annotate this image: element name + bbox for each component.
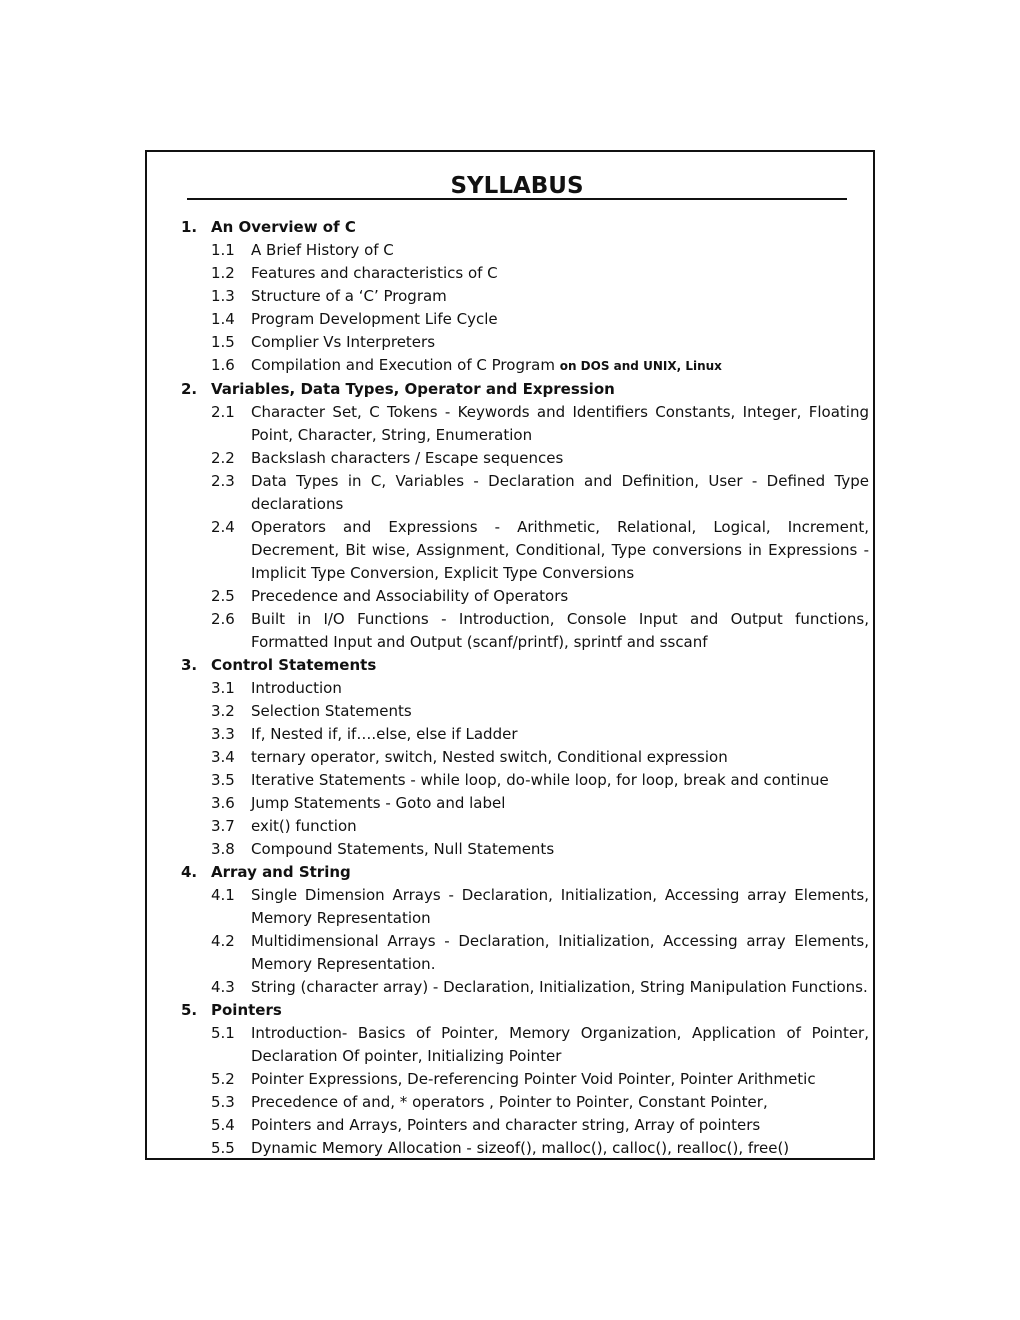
item-number: 5.1 — [211, 1024, 235, 1042]
item-number: 1.5 — [211, 333, 235, 351]
item-number: 2.5 — [211, 587, 235, 605]
item-text — [251, 677, 869, 700]
list-item — [147, 1137, 873, 1160]
item-number: 2.3 — [211, 472, 235, 490]
item-text-main: Operators and Expressions - Arithmetic, Relational, Logical, Increment, Decrement, Bit wise, Assignment, Conditional, Type conversions in Expressions - Implicit Type Conversion, Explicit Type Conversions — [251, 518, 869, 582]
item-number: 4.1 — [211, 886, 235, 904]
item-text-main: Precedence and Associability of Operators — [251, 587, 569, 605]
section-title: Array and String — [211, 863, 351, 881]
item-text — [251, 1091, 869, 1114]
item-text-main: Character Set, C Tokens - Keywords and Identifiers Constants, Integer, Floating Point, Character, String, Enumeration — [251, 403, 869, 444]
item-text-main: Features and characteristics of C — [251, 264, 498, 282]
item-text — [251, 401, 869, 447]
list-item — [147, 1091, 873, 1114]
list-item — [147, 262, 873, 285]
list-item — [147, 608, 873, 654]
list-item — [147, 516, 873, 585]
item-text — [251, 239, 869, 262]
item-number: 1.1 — [211, 241, 235, 259]
list-item — [147, 1022, 873, 1068]
item-number: 3.8 — [211, 840, 235, 858]
item-text-main: Introduction — [251, 679, 342, 697]
item-text — [251, 1068, 869, 1091]
item-number: 3.4 — [211, 748, 235, 766]
section-number: 4. — [181, 863, 198, 881]
item-text-main: Multidimensional Arrays - Declaration, Initialization, Accessing array Elements, Memory Representation. — [251, 932, 869, 973]
item-number: 5.5 — [211, 1139, 235, 1157]
list-item — [147, 354, 873, 378]
item-text — [251, 608, 869, 654]
item-text-main: Dynamic Memory Allocation - sizeof(), malloc(), calloc(), realloc(), free() — [251, 1139, 790, 1157]
list-item — [147, 700, 873, 723]
item-number: 3.6 — [211, 794, 235, 812]
list-item — [147, 308, 873, 331]
item-text-main: Compound Statements, Null Statements — [251, 840, 555, 858]
item-text-main: Selection Statements — [251, 702, 412, 720]
item-text-main: Complier Vs Interpreters — [251, 333, 436, 351]
title-underline — [187, 172, 847, 200]
section-title: Control Statements — [211, 656, 377, 674]
item-text-main: Structure of a ‘C’ Program — [251, 287, 447, 305]
list-item — [147, 884, 873, 930]
item-text-main: Pointer Expressions, De-referencing Pointer Void Pointer, Pointer Arithmetic — [251, 1070, 816, 1088]
list-item — [147, 792, 873, 815]
item-text — [251, 354, 869, 378]
item-number: 4.3 — [211, 978, 235, 996]
section-number: 5. — [181, 1001, 198, 1019]
item-text — [251, 1137, 869, 1160]
item-text — [251, 470, 869, 516]
list-item — [147, 331, 873, 354]
item-number: 2.4 — [211, 518, 235, 536]
item-number: 5.3 — [211, 1093, 235, 1111]
section-heading — [147, 216, 873, 238]
page-title: SYLLABUS — [450, 173, 584, 199]
section-number: 3. — [181, 656, 198, 674]
item-text — [251, 1022, 869, 1068]
item-number: 3.2 — [211, 702, 235, 720]
item-text-main: If, Nested if, if….else, else if Ladder — [251, 725, 518, 743]
section-title: Pointers — [211, 1001, 282, 1019]
item-text-main: Introduction- Basics of Pointer, Memory Organization, Application of Pointer, Declaration Of pointer, Initializing Pointer — [251, 1024, 869, 1065]
list-item — [147, 470, 873, 516]
section-heading — [147, 861, 873, 883]
item-number: 3.1 — [211, 679, 235, 697]
syllabus-content — [147, 216, 873, 1160]
item-text-suffix: on DOS and UNIX, Linux — [559, 359, 722, 373]
item-text — [251, 262, 869, 285]
item-number: 4.2 — [211, 932, 235, 950]
section-title: Variables, Data Types, Operator and Expression — [211, 380, 615, 398]
item-text — [251, 1114, 869, 1137]
item-text — [251, 285, 869, 308]
list-item — [147, 746, 873, 769]
item-text — [251, 746, 869, 769]
item-text-main: A Brief History of C — [251, 241, 394, 259]
list-item — [147, 1114, 873, 1137]
item-text-main: Iterative Statements - while loop, do-while loop, for loop, break and continue — [251, 771, 829, 789]
item-number: 1.4 — [211, 310, 235, 328]
list-item — [147, 976, 873, 999]
section-number: 2. — [181, 380, 198, 398]
list-item — [147, 769, 873, 792]
list-item — [147, 723, 873, 746]
item-text — [251, 792, 869, 815]
list-item — [147, 447, 873, 470]
list-item — [147, 285, 873, 308]
item-text — [251, 331, 869, 354]
syllabus-frame — [145, 150, 875, 1160]
item-number: 5.4 — [211, 1116, 235, 1134]
list-item — [147, 930, 873, 976]
item-text — [251, 585, 869, 608]
item-text — [251, 884, 869, 930]
item-number: 3.3 — [211, 725, 235, 743]
item-text-main: Program Development Life Cycle — [251, 310, 498, 328]
item-number: 2.1 — [211, 403, 235, 421]
list-item — [147, 815, 873, 838]
item-text-main: String (character array) - Declaration, Initialization, String Manipulation Functions. — [251, 978, 868, 996]
list-item — [147, 585, 873, 608]
item-text — [251, 838, 869, 861]
item-text — [251, 815, 869, 838]
list-item — [147, 677, 873, 700]
list-item — [147, 239, 873, 262]
item-text-main: Data Types in C, Variables - Declaration and Definition, User - Defined Type declarations — [251, 472, 869, 513]
section-heading — [147, 378, 873, 400]
item-number: 1.3 — [211, 287, 235, 305]
item-number: 5.2 — [211, 1070, 235, 1088]
item-number: 2.2 — [211, 449, 235, 467]
list-item — [147, 401, 873, 447]
section-heading — [147, 999, 873, 1021]
item-text — [251, 723, 869, 746]
list-item — [147, 838, 873, 861]
item-text-main: Jump Statements - Goto and label — [251, 794, 506, 812]
item-text-main: Backslash characters / Escape sequences — [251, 449, 564, 467]
item-text-main: Compilation and Execution of C Program — [251, 356, 555, 374]
item-number: 1.6 — [211, 356, 235, 374]
item-text-main: Built in I/O Functions - Introduction, Console Input and Output functions, Formatted Input and Output (scanf/printf), sprintf and sscanf — [251, 610, 869, 651]
item-number: 3.7 — [211, 817, 235, 835]
section-heading — [147, 654, 873, 676]
item-number: 3.5 — [211, 771, 235, 789]
section-title: An Overview of C — [211, 218, 356, 236]
item-text — [251, 930, 869, 976]
item-text-main: exit() function — [251, 817, 357, 835]
section-number: 1. — [181, 218, 198, 236]
item-text — [251, 700, 869, 723]
item-text — [251, 976, 869, 999]
list-item — [147, 1068, 873, 1091]
item-text — [251, 308, 869, 331]
item-text — [251, 769, 869, 792]
item-text-main: Precedence of and, * operators , Pointer to Pointer, Constant Pointer, — [251, 1093, 768, 1111]
item-text — [251, 516, 869, 585]
item-number: 1.2 — [211, 264, 235, 282]
item-text-main: ternary operator, switch, Nested switch, Conditional expression — [251, 748, 728, 766]
item-text-main: Pointers and Arrays, Pointers and character string, Array of pointers — [251, 1116, 761, 1134]
item-number: 2.6 — [211, 610, 235, 628]
item-text-main: Single Dimension Arrays - Declaration, Initialization, Accessing array Elements, Memory Representation — [251, 886, 869, 927]
item-text — [251, 447, 869, 470]
